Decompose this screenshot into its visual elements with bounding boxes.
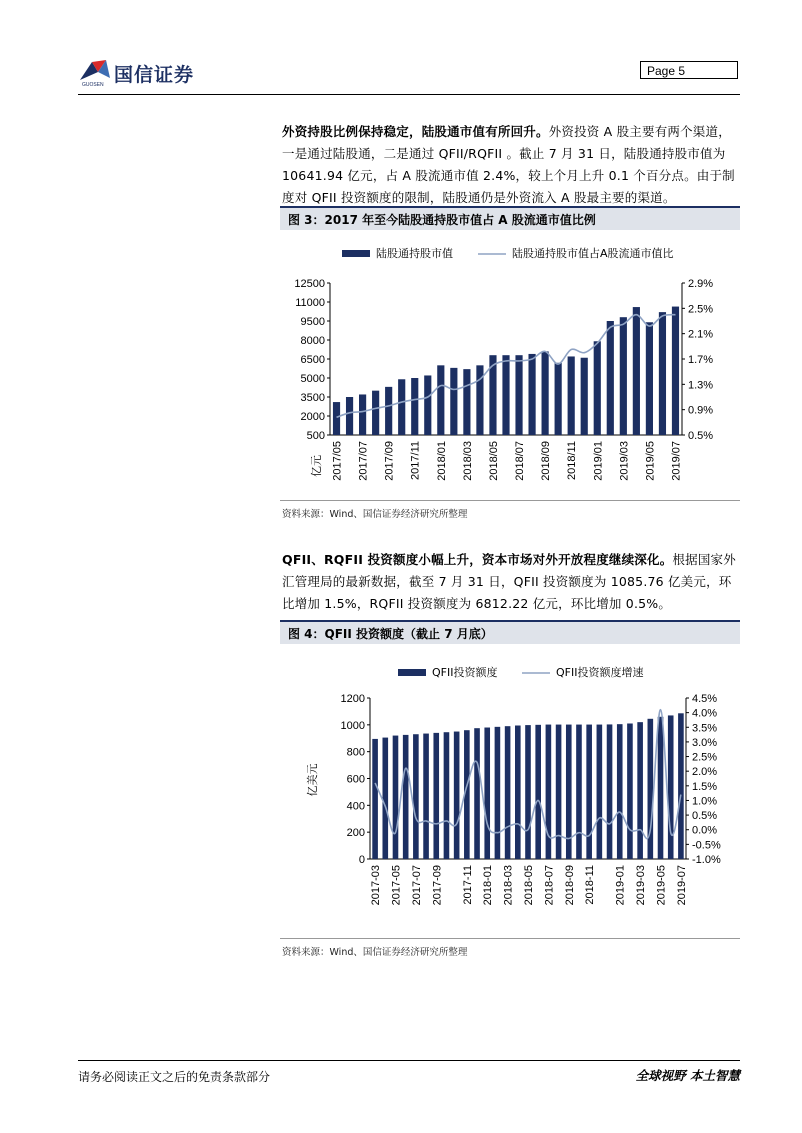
paragraph-body: 外资投资 A 股主要有两个渠道，一是通过陆股通，二是通过 QFII/RQFII 。截止 7 月 31 日，陆股通持股市值为 10641.94 亿元，占 A 股流通市值 2.4%，较上个月上升 0.1 个百分点。由于制度对 QFII 投资额度的限制，陆股通仍是外资流入 A 股最主要的渠道。 <box>282 124 735 205</box>
x-tick-label: 2017-03 <box>370 865 383 906</box>
bar <box>556 725 562 859</box>
y-tick-label: 600 <box>346 773 365 786</box>
y-tick-label: 12500 <box>294 278 325 290</box>
x-tick-label: 2019/05 <box>644 441 657 481</box>
bar <box>495 727 501 859</box>
x-tick-label: 2017/11 <box>409 441 422 480</box>
x-tick-label: 2018-03 <box>502 865 515 906</box>
y2-tick-label: 3.0% <box>692 736 718 749</box>
y-tick-label: 1000 <box>340 719 365 732</box>
bar <box>555 363 562 435</box>
x-tick-label: 2018/09 <box>540 441 553 481</box>
y2-tick-label: 2.9% <box>688 278 714 290</box>
figure-3-source: 资料来源：Wind、国信证券经济研究所整理 <box>282 509 468 520</box>
legend-bar-swatch <box>398 669 426 676</box>
bar <box>542 351 549 435</box>
x-tick-label: 2018-07 <box>543 865 556 906</box>
footer-slogan: 全球视野 本土智慧 <box>635 1068 740 1083</box>
x-tick-label: 2018-11 <box>584 865 597 905</box>
bar <box>620 317 627 435</box>
figure-3-chart <box>280 238 740 493</box>
bar <box>633 307 640 435</box>
figure-4-title: 图 4：QFII 投资额度（截止 7 月底） <box>280 620 740 644</box>
y2-tick-label: 2.0% <box>692 766 718 779</box>
y-tick-label: 0 <box>358 854 365 866</box>
y2-tick-label: 0.5% <box>692 810 718 823</box>
y-tick-label: 11000 <box>295 297 325 309</box>
logo-text: 国信证券 <box>114 64 195 86</box>
figure-4-source: 资料来源：Wind、国信证券经济研究所整理 <box>282 947 468 958</box>
y-axis-label: 亿元 <box>310 455 323 477</box>
paragraph-lead: 外资持股比例保持稳定，陆股通市值有所回升。 <box>282 124 549 139</box>
x-tick-label: 2019-03 <box>635 865 648 906</box>
y2-tick-label: -0.5% <box>692 839 721 852</box>
x-tick-label: 2017-11 <box>461 865 474 905</box>
x-tick-label: 2019-05 <box>655 865 668 906</box>
y2-tick-label: 1.7% <box>688 354 714 366</box>
bar <box>403 735 409 859</box>
legend-label: 陆股通持股市值占A股流通市值比 <box>512 247 674 260</box>
bar <box>463 369 470 435</box>
bar <box>597 725 603 859</box>
x-tick-label: 2018/11 <box>566 441 579 480</box>
bar <box>646 322 653 435</box>
bar <box>607 724 613 859</box>
y-tick-label: 800 <box>346 746 365 759</box>
bar <box>450 368 457 435</box>
bar <box>433 733 439 859</box>
bar <box>515 726 521 859</box>
bar <box>382 738 388 859</box>
legend-bar-swatch <box>342 250 370 257</box>
legend-label: 陆股通持股市值 <box>376 247 453 260</box>
bar <box>668 715 674 859</box>
x-tick-label: 2017/05 <box>331 441 344 481</box>
bar <box>372 391 379 435</box>
y2-tick-label: 2.1% <box>688 328 714 341</box>
bar <box>581 358 588 435</box>
y-tick-label: 9500 <box>300 316 325 328</box>
bar <box>474 728 480 859</box>
legend-label: QFII投资额度 <box>432 666 498 679</box>
bar <box>359 394 366 435</box>
bar <box>505 726 511 859</box>
y-tick-label: 8000 <box>300 335 325 347</box>
y-tick-label: 200 <box>346 827 365 840</box>
header-divider <box>78 94 740 95</box>
bar <box>637 722 643 859</box>
footer-divider <box>78 1060 740 1061</box>
x-tick-label: 2019/07 <box>670 441 683 481</box>
x-tick-label: 2018-05 <box>523 865 535 906</box>
page-number: Page 5 <box>640 61 738 79</box>
x-tick-label: 2019-01 <box>614 865 627 906</box>
y-tick-label: 1200 <box>340 693 365 705</box>
y2-tick-label: 2.5% <box>692 751 718 764</box>
bar <box>444 732 450 859</box>
x-tick-label: 2019/01 <box>592 441 605 481</box>
bar <box>576 725 582 859</box>
bar <box>502 355 509 435</box>
bar <box>617 724 623 859</box>
x-tick-label: 2017-05 <box>390 865 403 906</box>
figure-4-divider <box>280 938 740 939</box>
x-tick-label: 2017/09 <box>383 441 396 481</box>
y2-tick-label: 4.5% <box>692 693 718 705</box>
y2-tick-label: 0.0% <box>692 824 718 837</box>
x-tick-label: 2017-09 <box>431 865 444 906</box>
bar <box>528 354 535 435</box>
bar <box>525 725 531 859</box>
x-tick-label: 2018/07 <box>514 441 527 481</box>
x-tick-label: 2018/01 <box>435 441 448 481</box>
y2-tick-label: 4.0% <box>692 707 718 720</box>
company-logo <box>78 58 238 90</box>
x-tick-label: 2017-07 <box>410 865 423 906</box>
footer-disclaimer: 请务必阅读正文之后的免责条款部分 <box>78 1070 271 1084</box>
bar <box>659 312 666 435</box>
bar <box>515 355 522 435</box>
bar <box>586 725 592 859</box>
bar <box>393 736 399 859</box>
bar <box>411 378 418 435</box>
bar <box>535 725 541 859</box>
bar <box>627 723 633 859</box>
x-tick-label: 2019-07 <box>675 865 688 906</box>
bar <box>423 734 429 859</box>
x-tick-label: 2019/03 <box>618 441 631 481</box>
y2-tick-label: 1.3% <box>688 379 714 392</box>
y-tick-label: 500 <box>306 430 325 442</box>
x-tick-label: 2018/03 <box>461 441 474 481</box>
legend-label: QFII投资额度增速 <box>556 666 644 679</box>
bar <box>672 307 679 435</box>
bar <box>346 397 353 435</box>
x-tick-label: 2018/05 <box>487 441 500 481</box>
bar <box>568 356 575 435</box>
y2-tick-label: 1.5% <box>692 780 718 793</box>
bar <box>678 713 684 859</box>
x-tick-label: 2017/07 <box>357 441 370 481</box>
x-tick-label: 2018-09 <box>563 865 576 906</box>
logo-subtext: GUOSEN <box>82 82 104 88</box>
x-tick-label: 2018-01 <box>482 865 495 906</box>
bar <box>454 732 460 859</box>
y2-tick-label: 0.5% <box>688 430 714 442</box>
y2-tick-label: -1.0% <box>692 854 721 866</box>
bar <box>484 728 490 859</box>
figure-4-chart <box>280 652 740 932</box>
y2-tick-label: 1.0% <box>692 795 718 808</box>
y-tick-label: 6500 <box>300 354 325 366</box>
paragraph-lead: QFII、RQFII 投资额度小幅上升，资本市场对外开放程度继续深化。 <box>282 552 673 567</box>
bar <box>424 375 431 435</box>
bar <box>372 739 378 859</box>
paragraph-qfii <box>282 549 742 615</box>
bar <box>333 402 340 435</box>
y-tick-label: 3500 <box>300 392 325 404</box>
bar <box>413 734 419 859</box>
y2-tick-label: 2.5% <box>688 303 714 316</box>
figure-3-title: 图 3：2017 年至今陆股通持股市值占 A 股流通市值比例 <box>280 206 740 230</box>
y-tick-label: 2000 <box>300 411 325 423</box>
bar <box>437 365 444 435</box>
bar <box>594 341 601 435</box>
bar <box>658 717 664 859</box>
y-tick-label: 400 <box>346 800 365 813</box>
y-tick-label: 5000 <box>300 373 325 385</box>
logo-mark-icon <box>78 58 112 84</box>
figure-3-divider <box>280 500 740 501</box>
bar <box>607 321 614 435</box>
y2-tick-label: 3.5% <box>692 722 718 735</box>
y-axis-label: 亿美元 <box>306 763 319 797</box>
bar <box>546 725 552 859</box>
paragraph-body: 根据国家外汇管理局的最新数据，截至 7 月 31 日，QFII 投资额度为 1085.76 亿美元，环比增加 1.5%，RQFII 投资额度为 6812.22 亿元，环比增加 0.5%。 <box>282 552 736 611</box>
paragraph-foreign-holdings <box>282 121 742 209</box>
bar <box>385 387 392 435</box>
bar <box>398 379 405 435</box>
y2-tick-label: 0.9% <box>688 404 714 417</box>
